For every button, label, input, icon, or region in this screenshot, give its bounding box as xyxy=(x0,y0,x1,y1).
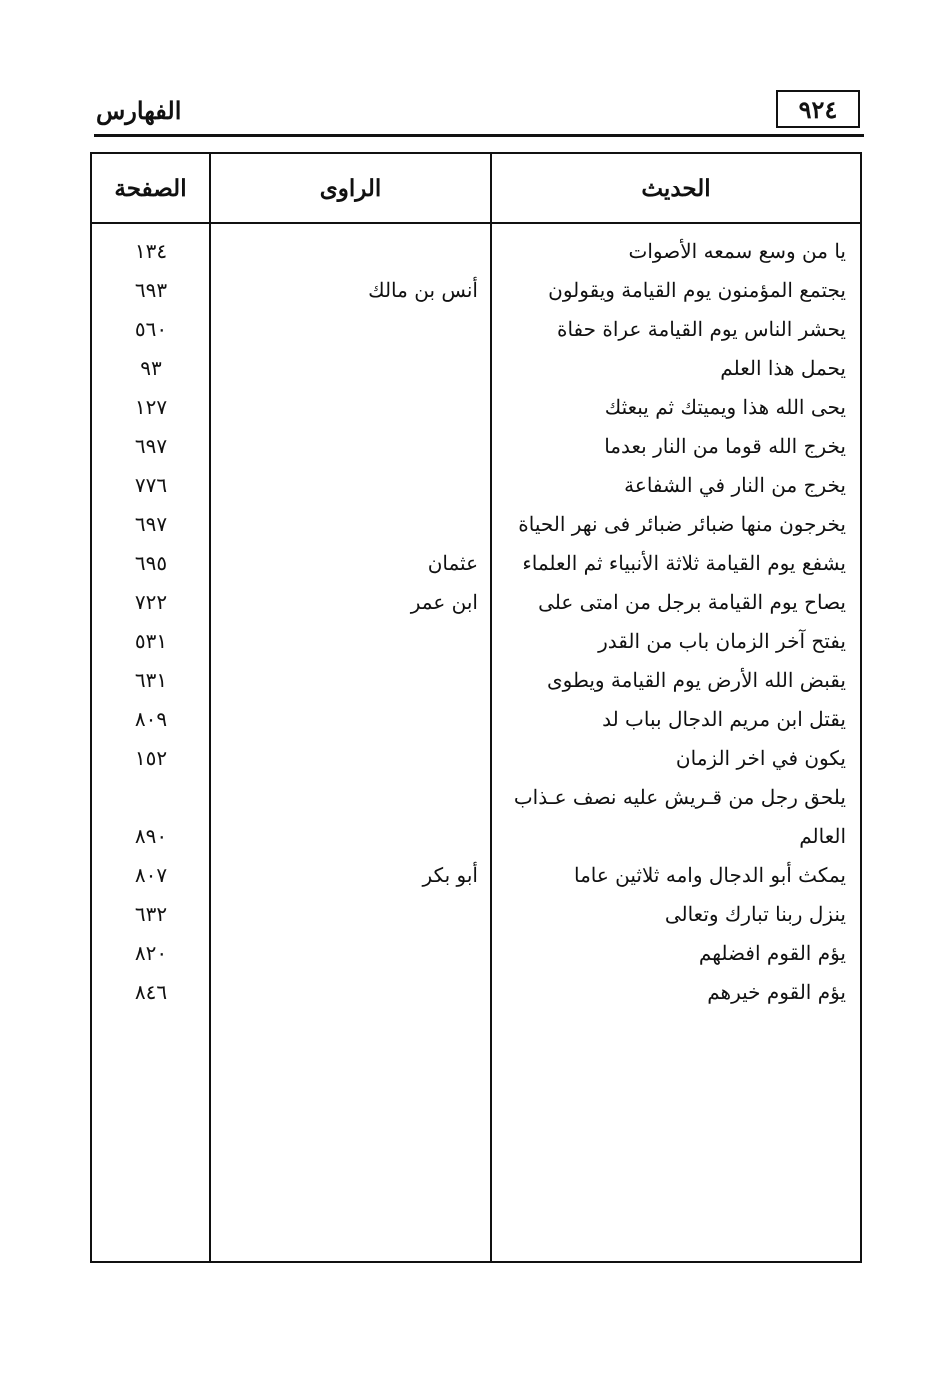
table-row xyxy=(92,427,860,466)
hadith-cell: يلحق رجل من قـريش عليه نصف عـذاب العالم xyxy=(513,785,846,848)
table-row xyxy=(92,466,860,505)
hadith-cell: يخرج الله قوما من النار بعدما xyxy=(604,434,846,458)
rawi-cell: أبو بكر xyxy=(422,863,478,887)
header-rule xyxy=(94,134,864,137)
hadith-cell: يا من وسع سمعه الأصوات xyxy=(628,239,846,263)
hadith-cell: يصاح يوم القيامة برجل من امتى على xyxy=(538,590,846,614)
table-row xyxy=(92,271,860,310)
page-cell: ٦٩٥ xyxy=(134,551,168,575)
table-row xyxy=(92,778,860,856)
table-row xyxy=(92,739,860,778)
table-row xyxy=(92,895,860,934)
page-cell: ١٢٧ xyxy=(134,395,168,419)
hadith-cell: يشفع يوم القيامة ثلاثة الأنبياء ثم العلماء xyxy=(522,551,846,575)
page-cell: ٨٠٩ xyxy=(134,707,168,731)
hadith-cell: يكون في اخر الزمان xyxy=(675,746,846,770)
page-cell: ٨٢٠ xyxy=(134,941,168,965)
table-body xyxy=(92,232,860,1012)
header-divider xyxy=(92,222,860,224)
table-row xyxy=(92,856,860,895)
rawi-cell: أنس بن مالك xyxy=(368,278,478,302)
hadith-cell: يمكث أبو الدجال وامه ثلاثين عاما xyxy=(573,863,846,887)
hadith-cell: يقبض الله الأرض يوم القيامة ويطوى xyxy=(546,668,846,692)
page-cell: ١٣٤ xyxy=(134,239,168,263)
page-cell: ٦٣٢ xyxy=(134,902,168,926)
rawi-cell: ابن عمر xyxy=(410,590,478,614)
page-cell: ٥٣١ xyxy=(134,629,168,653)
table-row xyxy=(92,505,860,544)
hadith-cell: يحمل هذا العلم xyxy=(720,356,846,380)
hadith-cell: ينزل ربنا تبارك وتعالى xyxy=(664,902,846,926)
table-row xyxy=(92,661,860,700)
table-row xyxy=(92,388,860,427)
hadith-cell: يقتل ابن مريم الدجال بباب لد xyxy=(602,707,846,731)
table-row xyxy=(92,232,860,271)
page-cell: ٨٩٠ xyxy=(134,824,168,848)
section-title: الفهارس xyxy=(96,96,182,125)
table-row xyxy=(92,544,860,583)
page-cell: ٦٩٧ xyxy=(134,434,168,458)
column-header-rawi: الراوى xyxy=(319,174,382,202)
page-cell: ١٥٢ xyxy=(134,746,168,770)
table-row xyxy=(92,622,860,661)
page-cell: ٧٧٦ xyxy=(134,473,168,497)
table-row xyxy=(92,349,860,388)
page-cell: ٦٩٣ xyxy=(134,278,168,302)
hadith-cell: يؤم القوم افضلهم xyxy=(698,941,846,965)
hadith-cell: يفتح آخر الزمان باب من القدر xyxy=(598,629,846,653)
hadith-cell: يجتمع المؤمنون يوم القيامة ويقولون xyxy=(548,278,846,302)
page-cell: ٧٢٢ xyxy=(134,590,168,614)
page-cell: ٨٤٦ xyxy=(134,980,168,1004)
page-cell: ٩٣ xyxy=(140,356,162,380)
hadith-cell: يحى الله هذا ويميتك ثم يبعثك xyxy=(604,395,846,419)
hadith-cell: يخرج من النار في الشفاعة xyxy=(624,473,846,497)
table-row xyxy=(92,583,860,622)
hadith-cell: يحشر الناس يوم القيامة عراة حفاة xyxy=(556,317,846,341)
hadith-cell: يخرجون منها ضبائر ضبائر فى نهر الحياة xyxy=(518,512,846,536)
column-header-hadith: الحديث xyxy=(641,174,711,202)
index-table xyxy=(90,152,862,1263)
hadith-cell: يؤم القوم خيرهم xyxy=(707,980,846,1004)
table-row xyxy=(92,934,860,973)
page-number: ٩٢٤ xyxy=(776,90,860,128)
rawi-cell: عثمان xyxy=(427,551,478,575)
page-cell: ٥٦٠ xyxy=(134,317,168,341)
table-row xyxy=(92,310,860,349)
page-cell: ٦٣١ xyxy=(134,668,168,692)
page-cell: ٨٠٧ xyxy=(134,863,168,887)
table-row xyxy=(92,973,860,1012)
table-row xyxy=(92,700,860,739)
page-cell: ٦٩٧ xyxy=(134,512,168,536)
column-header-page: الصفحة xyxy=(114,174,187,202)
